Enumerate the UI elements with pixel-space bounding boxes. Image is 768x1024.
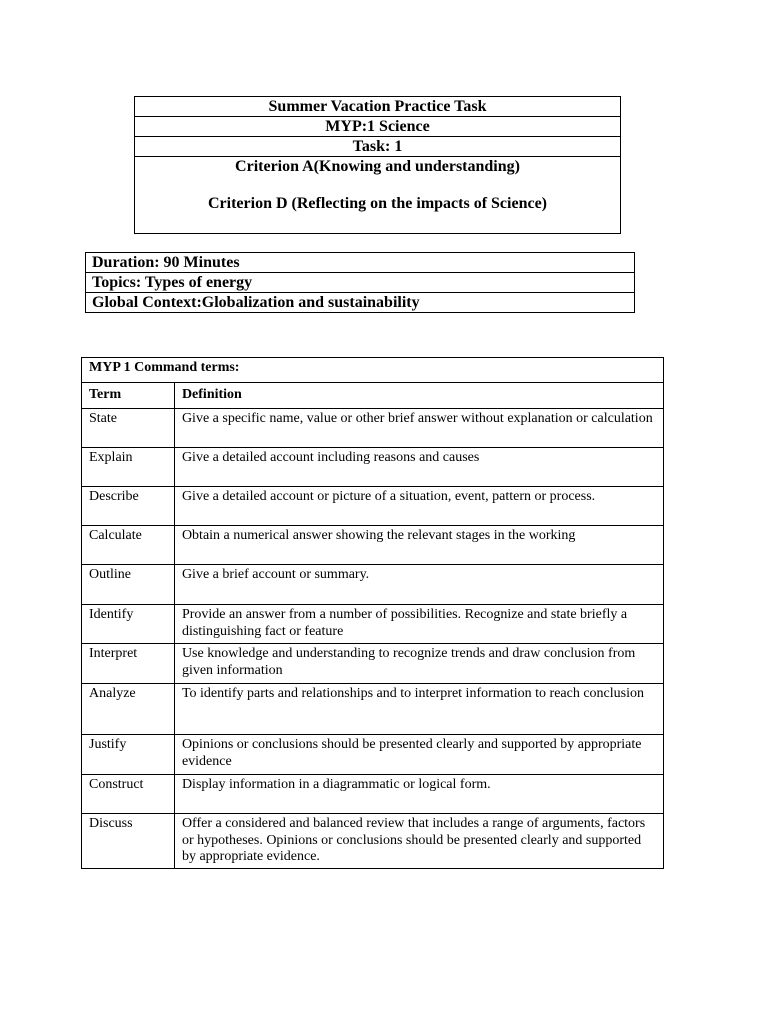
term-cell: Justify — [82, 735, 175, 775]
definition-cell: Obtain a numerical answer showing the relevant stages in the working — [174, 526, 663, 565]
term-column-header: Term — [82, 383, 175, 409]
term-cell: Identify — [82, 605, 175, 644]
task-header-box — [134, 96, 621, 234]
info-row-global-context — [86, 293, 635, 313]
command-terms-title: MYP 1 Command terms: — [82, 358, 664, 383]
criterion-a: Criterion A(Knowing and understanding) — [235, 158, 520, 175]
info-row-duration — [86, 253, 635, 273]
subject-label: MYP:1 Science — [135, 117, 621, 137]
terms-title-row — [82, 358, 664, 383]
header-row-title — [135, 97, 621, 117]
definition-cell: Give a detailed account or picture of a situation, event, pattern or process. — [174, 487, 663, 526]
task-title: Summer Vacation Practice Task — [135, 97, 621, 117]
table-row — [82, 735, 664, 775]
command-terms-table — [81, 357, 664, 869]
definition-cell: To identify parts and relationships and to interpret information to reach conclusion — [174, 684, 663, 735]
table-row — [82, 565, 664, 605]
term-cell: Construct — [82, 775, 175, 814]
task-number: Task: 1 — [135, 137, 621, 157]
header-row-subject — [135, 117, 621, 137]
criteria-cell — [135, 157, 621, 234]
table-row — [82, 605, 664, 644]
term-cell: Explain — [82, 448, 175, 487]
table-row — [82, 448, 664, 487]
header-row-task — [135, 137, 621, 157]
table-row — [82, 526, 664, 565]
definition-cell: Give a brief account or summary. — [174, 565, 663, 605]
table-row — [82, 644, 664, 684]
definition-cell: Give a specific name, value or other brief answer without explanation or calculation — [174, 409, 663, 448]
term-cell: Outline — [82, 565, 175, 605]
term-cell: Analyze — [82, 684, 175, 735]
term-cell: Calculate — [82, 526, 175, 565]
term-cell: Discuss — [82, 814, 175, 869]
table-row — [82, 775, 664, 814]
definition-cell: Offer a considered and balanced review that includes a range of arguments, factors or hypotheses. Opinions or conclusions should be presented clearly and supported by appropriate evidence. — [174, 814, 663, 869]
term-cell: State — [82, 409, 175, 448]
definition-cell: Give a detailed account including reasons and causes — [174, 448, 663, 487]
definition-cell: Provide an answer from a number of possibilities. Recognize and state briefly a distinguishing fact or feature — [174, 605, 663, 644]
info-row-topics — [86, 273, 635, 293]
terms-header-row — [82, 383, 664, 409]
definition-cell: Opinions or conclusions should be presented clearly and supported by appropriate evidence — [174, 735, 663, 775]
header-row-criteria — [135, 157, 621, 234]
definition-column-header: Definition — [174, 383, 663, 409]
term-cell: Interpret — [82, 644, 175, 684]
criterion-d: Criterion D (Reflecting on the impacts of Science) — [207, 195, 548, 212]
global-context-label: Global Context:Globalization and sustainability — [86, 293, 635, 313]
table-row — [82, 487, 664, 526]
term-cell: Describe — [82, 487, 175, 526]
definition-cell: Display information in a diagrammatic or logical form. — [174, 775, 663, 814]
topics-label: Topics: Types of energy — [86, 273, 635, 293]
table-row — [82, 814, 664, 869]
task-info-box — [85, 252, 635, 313]
duration-label: Duration: 90 Minutes — [86, 253, 635, 273]
table-row — [82, 684, 664, 735]
table-row — [82, 409, 664, 448]
definition-cell: Use knowledge and understanding to recognize trends and draw conclusion from given information — [174, 644, 663, 684]
